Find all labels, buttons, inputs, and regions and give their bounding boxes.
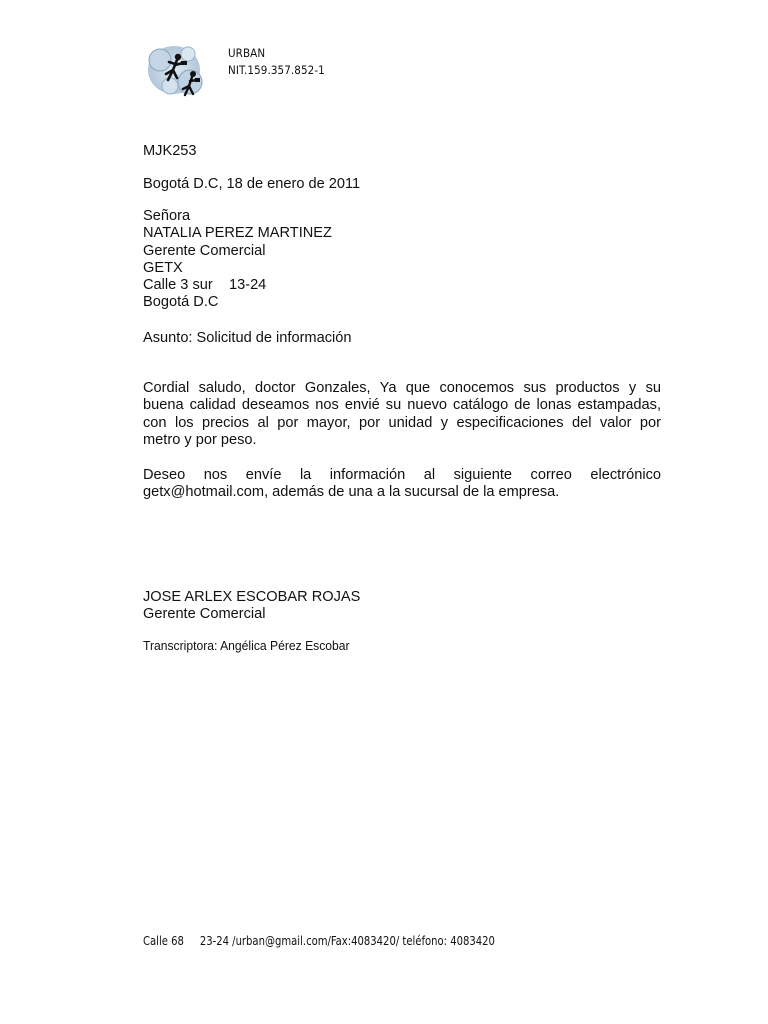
- signature-position: Gerente Comercial: [143, 606, 266, 623]
- company-name: URBAN: [228, 46, 266, 60]
- transcriber-line: Transcriptora: Angélica Pérez Escobar: [143, 638, 350, 653]
- addressee-block: [143, 208, 661, 312]
- paragraph-1: [143, 380, 661, 449]
- business-people-logo-icon: [144, 40, 214, 104]
- paragraph-1-line: metro y por peso.: [143, 431, 257, 448]
- company-header: [228, 45, 325, 79]
- footer-contact: Calle 68 23-24 /urban@gmail.com/Fax:4083420/ teléfono: 4083420: [143, 934, 495, 948]
- subject-line: Asunto: Solicitud de información: [143, 330, 352, 346]
- signature-block: [143, 589, 661, 624]
- reference-code: MJK253: [143, 143, 197, 159]
- paragraph-2-line: getx@hotmail.com, además de una a la sucursal de la empresa.: [143, 484, 560, 501]
- addressee-company: GETX: [143, 259, 183, 276]
- date-line: Bogotá D.C, 18 de enero de 2011: [143, 176, 361, 192]
- paragraph-2-line: Deseo nos envíe la información al siguiente correo electrónico: [143, 467, 661, 483]
- paragraph-1-line: buena calidad deseamos nos envié su nuevo catálogo de lonas estampadas,: [143, 397, 661, 414]
- addressee-city: Bogotá D.C: [143, 294, 219, 311]
- addressee-address: Calle 3 sur 13-24: [143, 277, 267, 294]
- addressee-position: Gerente Comercial: [143, 242, 266, 259]
- paragraph-2: [143, 467, 661, 502]
- paragraph-1-line: con los precios al por mayor, por unidad y especificaciones del valor por: [143, 414, 661, 431]
- company-nit: NIT.159.357.852-1: [228, 63, 325, 77]
- signature-name: JOSE ARLEX ESCOBAR ROJAS: [143, 589, 361, 605]
- addressee-salutation: Señora: [143, 208, 191, 224]
- addressee-name: NATALIA PEREZ MARTINEZ: [143, 225, 332, 242]
- paragraph-1-line: Cordial saludo, doctor Gonzales, Ya que conocemos sus productos y su: [143, 380, 661, 396]
